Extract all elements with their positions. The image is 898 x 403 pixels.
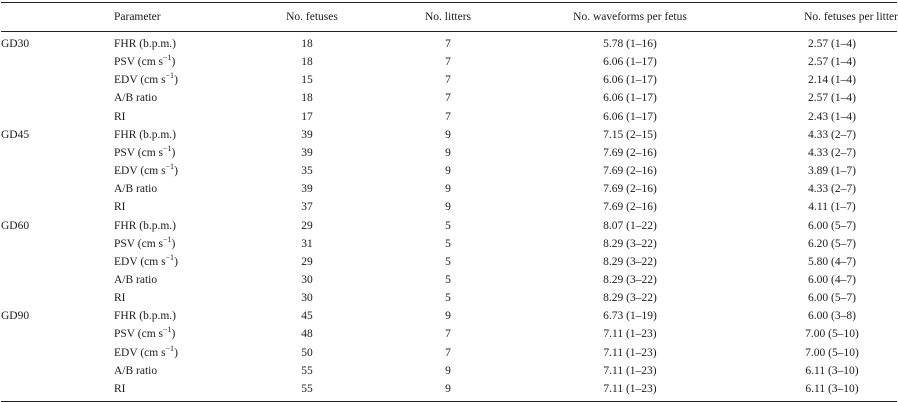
parameter-name: EDV [114,255,138,268]
fetuses-per-litter-cell: 2.57 (1–4) [808,38,856,50]
parameter-name: PSV [114,237,135,250]
velocity-unit-exponent: −1 [165,71,175,81]
parameter-cell [114,162,178,180]
parameter-name: EDV [114,165,138,178]
header-no-fetuses-per-litter: No. fetuses per litter [804,11,898,23]
velocity-unit-exponent: −1 [163,234,172,244]
velocity-unit-exponent: −1 [163,143,172,153]
table-row [0,344,898,362]
parameter-cell: RI [114,201,126,214]
fetuses-cell: 18 [301,38,313,50]
table-row [0,198,898,216]
litters-cell: 5 [445,255,451,268]
fetuses-per-litter-cell: 3.89 (1–7) [808,165,856,178]
velocity-unit: (cm s [140,255,166,268]
parameter-cell: FHR (b.p.m.) [114,128,176,141]
velocity-unit: (cm s [140,165,166,178]
litters-cell: 9 [445,128,451,141]
velocity-unit-close: ) [171,237,176,250]
header-no-fetuses: No. fetuses [286,11,338,23]
litters-cell: 9 [445,364,451,377]
waveforms-cell: 6.06 (1–17) [603,110,657,123]
velocity-unit-exponent: −1 [163,325,172,335]
waveforms-cell: 7.69 (2–16) [603,165,657,178]
fetuses-per-litter-cell: 6.11 (3–10) [805,382,859,395]
litters-cell: 7 [445,92,451,105]
header-parameter: Parameter [114,11,161,23]
waveforms-cell: 6.06 (1–17) [603,92,657,105]
fetuses-per-litter-cell: 7.00 (5–10) [805,328,859,341]
velocity-unit-close: ) [171,328,176,341]
velocity-unit: (cm s [137,146,163,159]
table-header-rule [1,31,897,32]
litters-cell: 5 [445,273,451,286]
fetuses-cell: 31 [301,237,313,250]
velocity-unit-close: ) [171,146,176,159]
table-row [0,307,898,325]
fetuses-cell: 35 [301,165,313,178]
fetuses-cell: 55 [301,364,313,377]
parameter-cell [114,253,178,271]
table-row [0,271,898,289]
parameter-cell [114,325,175,343]
litters-cell: 5 [445,292,451,305]
waveforms-cell: 8.29 (3–22) [603,292,657,305]
litters-cell: 5 [445,237,451,250]
table-header [0,8,898,26]
velocity-unit-close: ) [174,165,178,178]
waveforms-cell: 8.29 (3–22) [603,255,657,268]
fetuses-cell: 30 [301,273,313,286]
parameter-name: EDV [114,74,138,87]
litters-cell: 7 [445,74,451,87]
parameter-cell [114,235,175,253]
parameter-name: PSV [114,328,135,341]
table-row [0,235,898,253]
fetuses-cell: 39 [301,146,313,159]
litters-cell: 7 [445,346,451,359]
fetuses-cell: 48 [301,328,313,341]
parameter-cell: FHR (b.p.m.) [114,219,176,232]
table-row [0,144,898,162]
fetuses-cell: 30 [301,292,313,305]
parameter-cell: A/B ratio [114,364,158,377]
fetuses-per-litter-cell: 6.00 (3–8) [808,310,856,323]
parameter-name: PSV [114,56,135,69]
fetuses-cell: 17 [301,110,313,123]
velocity-unit-exponent: −1 [163,53,172,63]
waveforms-cell: 7.69 (2–16) [603,183,657,196]
table-row [0,89,898,107]
fetuses-cell: 29 [301,219,313,232]
fetuses-cell: 37 [301,201,313,214]
waveforms-cell: 7.11 (1–23) [603,328,657,341]
table-row [0,253,898,271]
waveforms-cell: 8.29 (3–22) [603,237,657,250]
velocity-unit: (cm s [137,237,163,250]
fetuses-per-litter-cell: 7.00 (5–10) [805,346,859,359]
table-top-rule [1,2,897,3]
velocity-unit-exponent: −1 [165,343,175,353]
velocity-unit: (cm s [137,328,163,341]
parameter-name: PSV [114,146,135,159]
waveforms-cell: 7.11 (1–23) [603,382,657,395]
table-row [0,325,898,343]
parameter-cell: A/B ratio [114,183,158,196]
fetuses-per-litter-cell: 4.33 (2–7) [808,128,856,141]
parameter-name: EDV [114,346,138,359]
fetuses-cell: 55 [301,382,313,395]
litters-cell: 9 [445,382,451,395]
fetuses-cell: 45 [301,310,313,323]
waveforms-cell: 7.11 (1–23) [603,364,657,377]
group-label: GD30 [1,38,30,50]
litters-cell: 9 [445,310,451,323]
litters-cell: 9 [445,201,451,214]
table-row [0,108,898,126]
fetuses-cell: 39 [301,128,313,141]
table-row [0,380,898,398]
fetuses-per-litter-cell: 2.14 (1–4) [808,74,856,87]
group-label: GD90 [1,310,30,323]
litters-cell: 7 [445,328,451,341]
litters-cell: 7 [445,110,451,123]
parameter-cell [114,53,175,71]
velocity-unit-close: ) [174,346,178,359]
waveforms-cell: 8.07 (1–22) [603,219,657,232]
table-row [0,362,898,380]
table-row [0,162,898,180]
litters-cell: 7 [445,56,451,69]
parameter-cell: RI [114,110,126,123]
fetuses-per-litter-cell: 6.00 (5–7) [808,292,856,305]
litters-cell: 5 [445,219,451,232]
fetuses-cell: 18 [301,92,313,105]
table-bottom-rule [1,401,897,402]
velocity-unit-close: ) [174,74,178,87]
fetuses-per-litter-cell: 2.57 (1–4) [808,92,856,105]
fetuses-cell: 15 [301,74,313,87]
table-body [0,35,898,399]
fetuses-per-litter-cell: 4.33 (2–7) [808,183,856,196]
parameter-cell: FHR (b.p.m.) [114,38,176,50]
waveforms-cell: 6.06 (1–17) [603,74,657,87]
velocity-unit-close: ) [171,56,176,69]
waveforms-cell: 7.69 (2–16) [603,146,657,159]
table-row [0,71,898,89]
litters-cell: 9 [445,165,451,178]
fetuses-per-litter-cell: 4.33 (2–7) [808,146,856,159]
parameter-cell: RI [114,292,126,305]
header-no-litters: No. litters [425,11,471,23]
litters-cell: 9 [445,183,451,196]
group-label: GD60 [1,219,30,232]
waveforms-cell: 6.06 (1–17) [603,56,657,69]
parameter-cell [114,71,178,89]
waveforms-cell: 7.15 (2–15) [603,128,657,141]
fetuses-per-litter-cell: 2.57 (1–4) [808,56,856,69]
table-row [0,35,898,53]
fetuses-cell: 39 [301,183,313,196]
parameter-cell [114,144,175,162]
velocity-unit: (cm s [137,56,163,69]
fetuses-cell: 50 [301,346,313,359]
velocity-unit-exponent: −1 [165,252,175,262]
parameter-cell [114,344,178,362]
fetuses-per-litter-cell: 6.20 (5–7) [808,237,856,250]
waveforms-cell: 7.69 (2–16) [603,201,657,214]
waveforms-cell: 7.11 (1–23) [603,346,657,359]
parameter-cell: RI [114,382,126,395]
table-row [0,180,898,198]
waveforms-cell: 6.73 (1–19) [603,310,657,323]
litters-cell: 7 [445,38,451,50]
velocity-unit: (cm s [140,346,166,359]
parameter-cell: A/B ratio [114,273,158,286]
group-label: GD45 [1,128,30,141]
fetuses-per-litter-cell: 6.11 (3–10) [805,364,859,377]
fetuses-per-litter-cell: 6.00 (5–7) [808,219,856,232]
parameter-cell: A/B ratio [114,92,158,105]
fetuses-cell: 29 [301,255,313,268]
fetuses-cell: 18 [301,56,313,69]
table-row [0,53,898,71]
litters-cell: 9 [445,146,451,159]
fetuses-per-litter-cell: 5.80 (4–7) [808,255,856,268]
fetuses-per-litter-cell: 2.43 (1–4) [808,110,856,123]
header-no-waveforms: No. waveforms per fetus [573,11,687,23]
parameter-cell: FHR (b.p.m.) [114,310,176,323]
waveforms-cell: 5.78 (1–16) [603,38,657,50]
velocity-unit-exponent: −1 [165,162,175,172]
table-row [0,217,898,235]
waveforms-cell: 8.29 (3–22) [603,273,657,286]
table-row [0,289,898,307]
fetuses-per-litter-cell: 6.00 (4–7) [808,273,856,286]
velocity-unit: (cm s [140,74,166,87]
fetuses-per-litter-cell: 4.11 (1–7) [808,201,856,214]
velocity-unit-close: ) [174,255,178,268]
table-row [0,126,898,144]
